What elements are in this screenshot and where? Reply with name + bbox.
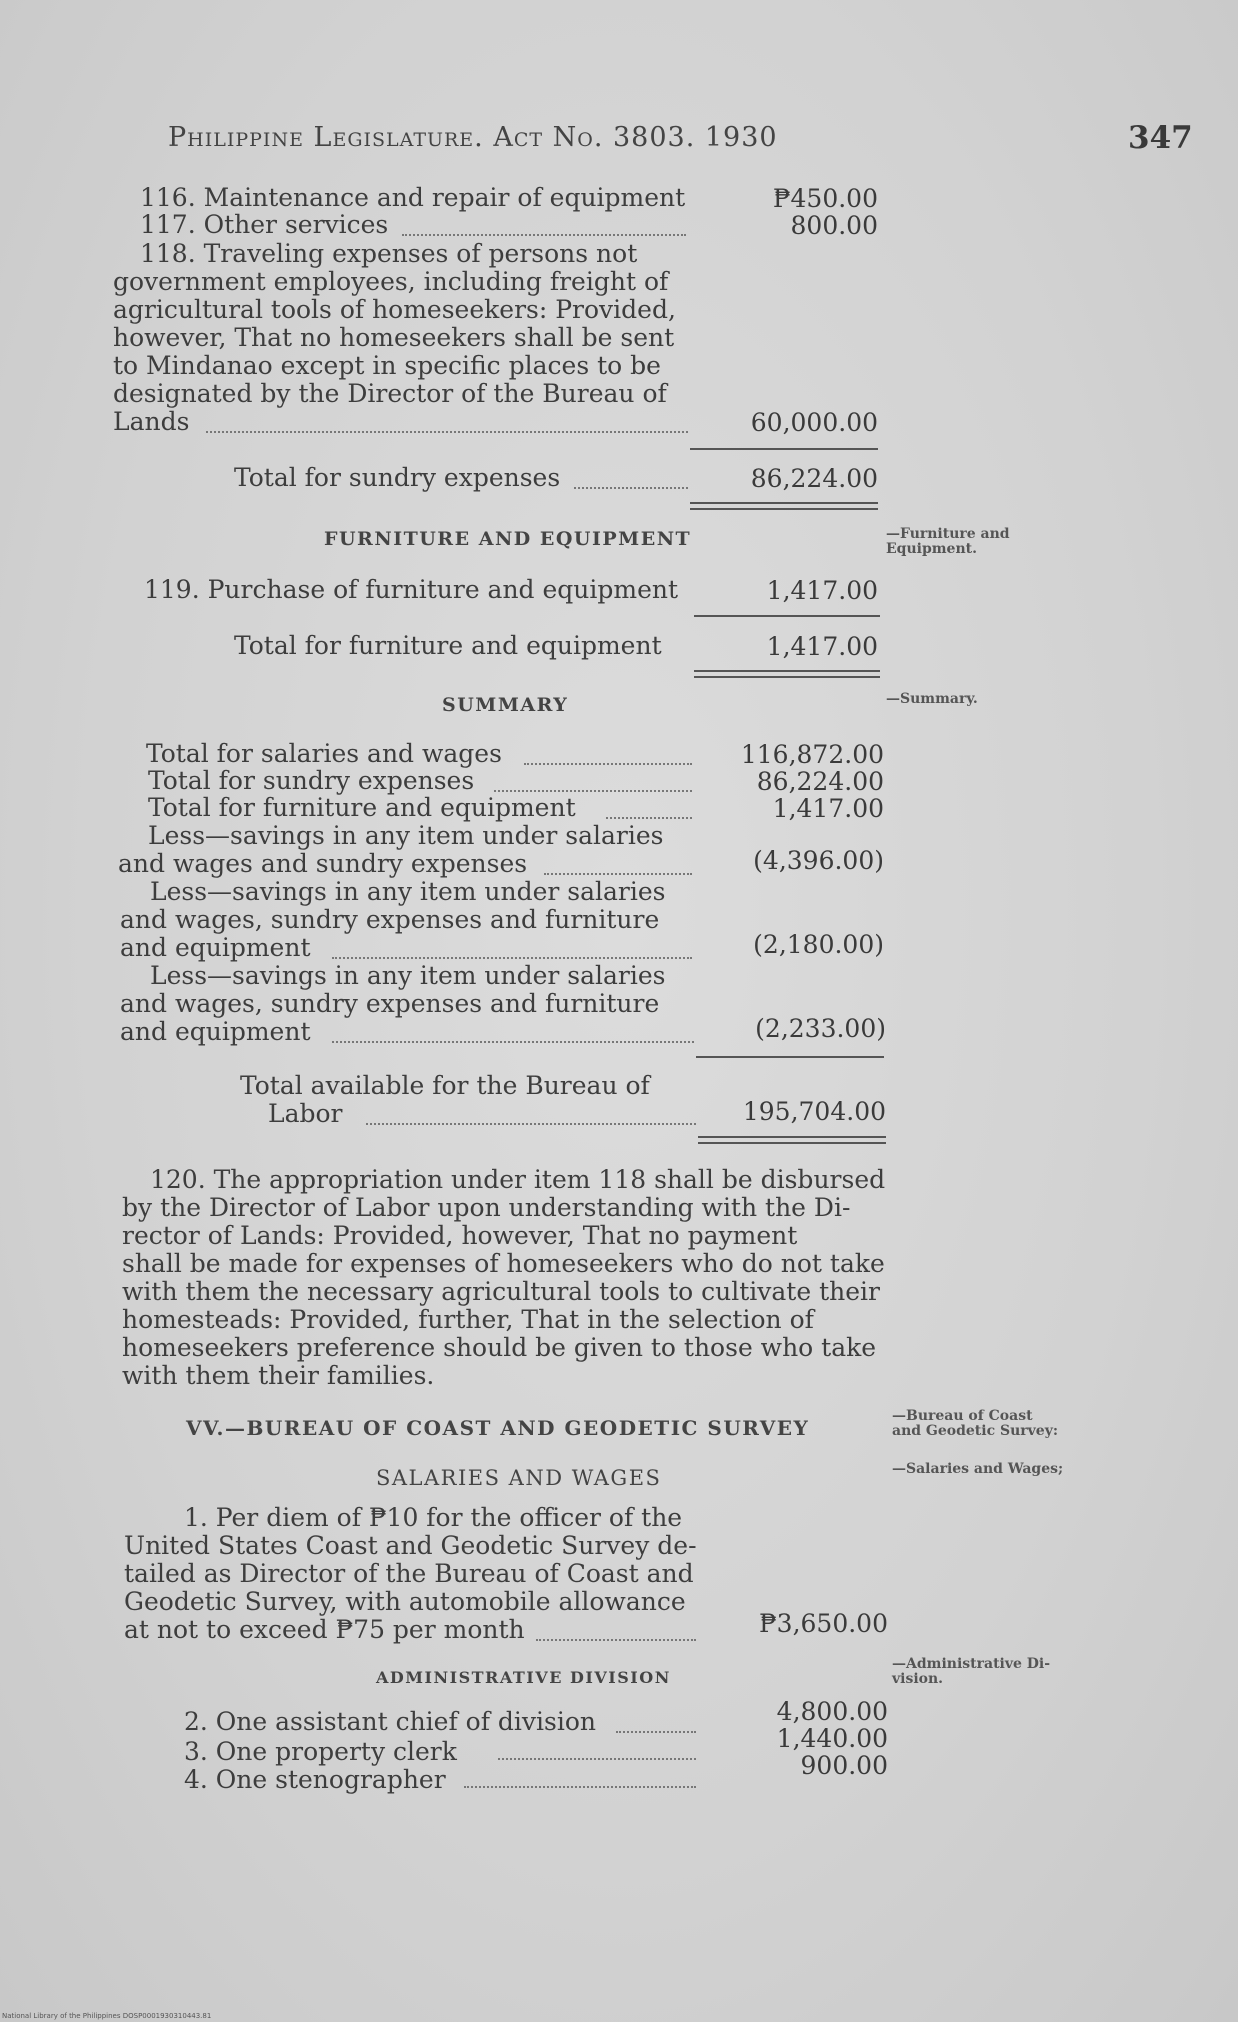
item-118-line: agricultural tools of homeseekers: Provided, xyxy=(113,295,676,324)
summary-row-text: Less—savings in any item under salaries xyxy=(148,821,664,850)
item-117-amount: 800.00 xyxy=(790,211,878,240)
item-118-line: however, That no homeseekers shall be sent xyxy=(113,323,675,352)
coast-item-1-line: at not to exceed ₱75 per month xyxy=(124,1615,525,1644)
coast-item-1-line: United States Coast and Geodetic Survey de- xyxy=(124,1531,697,1560)
sum-rule xyxy=(694,615,880,617)
salaries-heading: SALARIES AND WAGES xyxy=(376,1466,662,1490)
item-119-text: 119. Purchase of furniture and equipment xyxy=(144,575,679,604)
item-120-line: with them the necessary agricultural tools to cultivate their xyxy=(122,1277,880,1306)
furniture-margin-note xyxy=(886,527,1078,557)
summary-row-text: Total for sundry expenses xyxy=(148,766,475,795)
item-120-line: by the Director of Labor upon understanding with the Di- xyxy=(122,1193,851,1222)
admin-margin-note xyxy=(892,1657,1050,1687)
leader-dots xyxy=(498,1758,696,1760)
item-118-line: Lands xyxy=(113,407,190,436)
summary-row-text: and wages, sundry expenses and furniture xyxy=(120,905,660,934)
margin-note-line: —Furniture and xyxy=(886,526,1010,542)
margin-note-line: Equipment. xyxy=(886,541,977,557)
total-furniture-label: Total for furniture and equipment xyxy=(234,631,662,660)
summary-row-text: Less—savings in any item under salaries xyxy=(150,961,666,990)
item-118-line: designated by the Director of the Bureau of xyxy=(113,379,667,408)
coast-heading: VV.—BUREAU OF COAST AND GEODETIC SURVEY xyxy=(186,1416,810,1440)
salaries-margin-note: —Salaries and Wages; xyxy=(892,1461,1064,1477)
summary-heading: SUMMARY xyxy=(442,694,569,716)
item-118-amount: 60,000.00 xyxy=(750,408,878,437)
item-119-amount: 1,417.00 xyxy=(766,576,878,605)
sum-rule xyxy=(696,1056,884,1058)
admin-item-text: 4. One stenographer xyxy=(184,1765,446,1794)
summary-row-text: and wages and sundry expenses xyxy=(118,849,528,878)
page-number: 347 xyxy=(1128,120,1193,156)
summary-row-amount: (2,233.00) xyxy=(755,1014,886,1043)
coast-margin-note xyxy=(892,1409,1058,1439)
item-120-line: with them their families. xyxy=(122,1361,435,1390)
admin-heading: ADMINISTRATIVE DIVISION xyxy=(376,1668,671,1687)
leader-dots xyxy=(206,431,688,433)
summary-row-text: Total for salaries and wages xyxy=(146,739,502,768)
item-120-line: rector of Lands: Provided, however, That no payment xyxy=(122,1221,798,1250)
leader-dots xyxy=(464,1786,696,1788)
item-120-line: shall be made for expenses of homeseekers who do not take xyxy=(122,1249,885,1278)
item-116-amount: ₱450.00 xyxy=(772,184,878,213)
coast-item-1-line: tailed as Director of the Bureau of Coast and xyxy=(124,1559,694,1588)
summary-margin-note: —Summary. xyxy=(886,691,978,707)
leader-dots xyxy=(332,957,692,959)
item-118-line: 118. Traveling expenses of persons not xyxy=(140,239,638,268)
admin-item-amount: 900.00 xyxy=(800,1751,888,1780)
leader-dots xyxy=(616,1731,696,1733)
scan-footer: National Library of the Philippines DOSP0001930310443.81 xyxy=(2,2012,212,2020)
summary-row-amount: 86,224.00 xyxy=(756,767,884,796)
double-rule xyxy=(698,1136,886,1138)
summary-row-amount: 1,417.00 xyxy=(772,794,884,823)
summary-row-text: and equipment xyxy=(120,1017,311,1046)
summary-row-text: Less—savings in any item under salaries xyxy=(150,877,666,906)
sum-rule xyxy=(690,448,878,450)
running-title: Philippine Legislature. Act No. 3803. 1930 xyxy=(168,122,778,153)
leader-dots xyxy=(536,1639,696,1641)
item-118-line: government employees, including freight of xyxy=(113,267,669,296)
summary-row-text: Total for furniture and equipment xyxy=(148,793,576,822)
summary-row-amount: (2,180.00) xyxy=(753,930,884,959)
summary-row-amount: 116,872.00 xyxy=(740,740,884,769)
item-120-line: 120. The appropriation under item 118 shall be disbursed xyxy=(150,1165,886,1194)
admin-item-text: 2. One assistant chief of division xyxy=(184,1707,597,1736)
leader-dots xyxy=(494,790,692,792)
leader-dots xyxy=(574,487,688,489)
margin-note-line: —Bureau of Coast xyxy=(892,1408,1033,1424)
item-116-text: 116. Maintenance and repair of equipment xyxy=(140,183,686,212)
margin-note-line: vision. xyxy=(892,1671,944,1687)
summary-row-text: and wages, sundry expenses and furniture xyxy=(120,989,660,1018)
admin-item-amount: 4,800.00 xyxy=(776,1697,888,1726)
summary-total-line: Total available for the Bureau of xyxy=(240,1071,650,1100)
summary-row-amount: (4,396.00) xyxy=(753,846,884,875)
coast-item-1-amount: ₱3,650.00 xyxy=(759,1609,888,1638)
item-117-text: 117. Other services xyxy=(140,210,389,239)
leader-dots xyxy=(544,873,692,875)
total-sundry-amount: 86,224.00 xyxy=(750,464,878,493)
summary-total-line: Labor xyxy=(268,1099,343,1128)
admin-item-text: 3. One property clerk xyxy=(184,1737,457,1766)
item-120-line: homesteads: Provided, further, That in the selection of xyxy=(122,1305,814,1334)
leader-dots xyxy=(366,1123,696,1125)
leader-dots xyxy=(524,763,692,765)
total-furniture-amount: 1,417.00 xyxy=(766,632,878,661)
item-118-line: to Mindanao except in specific places to be xyxy=(113,351,661,380)
admin-item-amount: 1,440.00 xyxy=(776,1724,888,1753)
coast-item-1-line: Geodetic Survey, with automobile allowance xyxy=(124,1587,686,1616)
double-rule xyxy=(698,1142,886,1144)
furniture-heading: FURNITURE AND EQUIPMENT xyxy=(324,528,692,550)
coast-item-1-line: 1. Per diem of ₱10 for the officer of the xyxy=(184,1503,683,1532)
margin-note-line: —Administrative Di- xyxy=(892,1656,1051,1672)
summary-row-text: and equipment xyxy=(120,933,311,962)
double-rule xyxy=(690,508,878,510)
total-sundry-label: Total for sundry expenses xyxy=(234,463,561,492)
leader-dots xyxy=(332,1041,694,1043)
margin-note-line: and Geodetic Survey: xyxy=(892,1423,1059,1439)
leader-dots xyxy=(402,234,686,236)
double-rule xyxy=(694,670,880,672)
summary-total-amount: 195,704.00 xyxy=(742,1097,886,1126)
double-rule xyxy=(690,502,878,504)
item-120-line: homeseekers preference should be given to those who take xyxy=(122,1333,877,1362)
leader-dots xyxy=(606,817,692,819)
double-rule xyxy=(694,676,880,678)
